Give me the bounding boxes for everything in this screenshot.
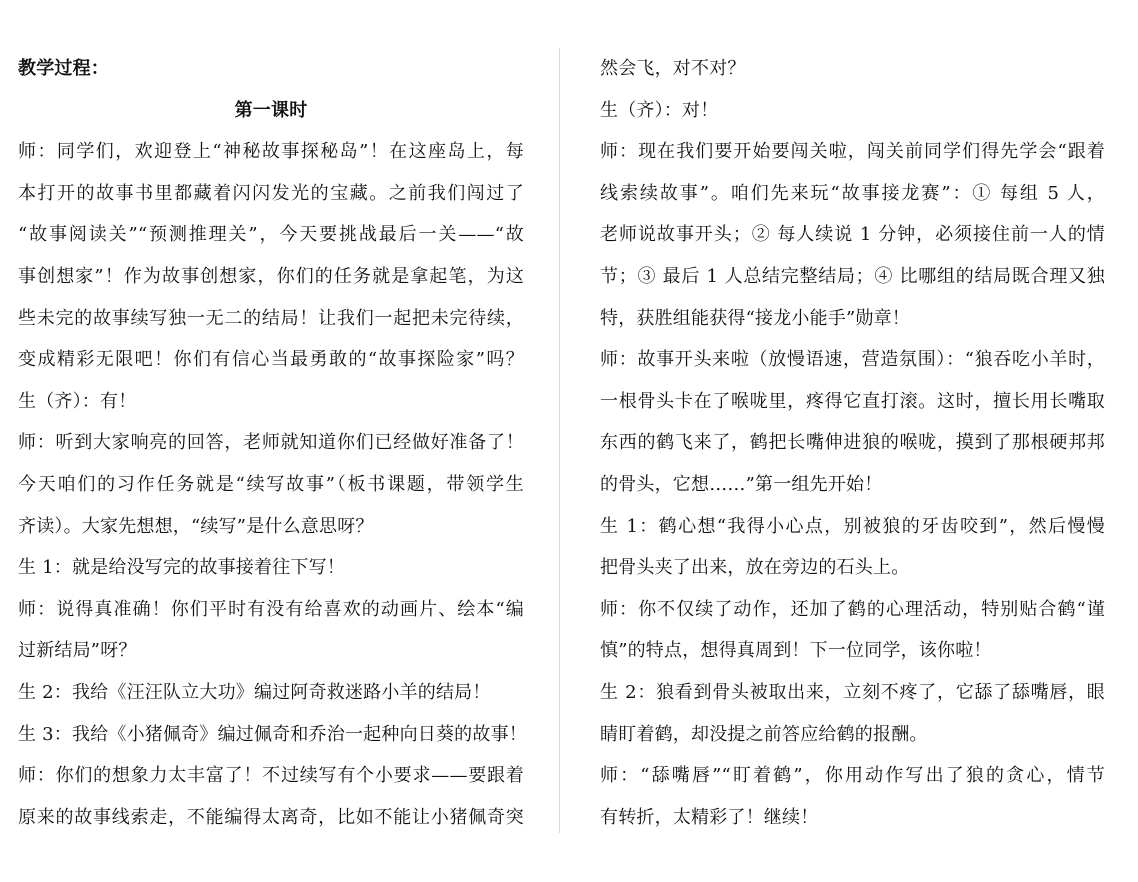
column-divider <box>559 48 560 833</box>
text-line: 变成精彩无限吧！你们有信心当最勇敢的“故事探险家”吗？ <box>18 349 524 371</box>
text-line: 生（齐）：对！ <box>600 99 719 121</box>
text-line: 齐读）。大家先想想，“续写”是什么意思呀？ <box>18 515 374 537</box>
text-line: 师：“舔嘴唇”“盯着鹤”，你用动作写出了狼的贪心，情节 <box>600 765 1105 787</box>
left-column <box>18 48 527 838</box>
text-line: 节；③ 最后 1 人总结完整结局；④ 比哪组的结局既合理又独 <box>600 265 1105 287</box>
text-line: 生 2：我给《汪汪队立大功》编过阿奇救迷路小羊的结局！ <box>18 681 491 703</box>
text-line: 然会飞，对不对？ <box>600 58 746 79</box>
text-line: 今天咱们的习作任务就是“续写故事”（板书课题，带领学生 <box>18 473 524 495</box>
lesson-title: 第一课时 <box>234 99 308 121</box>
text-line: 生 2：狼看到骨头被取出来，立刻不疼了，它舔了舔嘴唇，眼 <box>600 681 1105 703</box>
text-line: 生 1：就是给没写完的故事接着往下写！ <box>18 557 345 579</box>
section-heading: 教学过程： <box>18 58 109 79</box>
text-line: 线索续故事”。咱们先来玩“故事接龙赛”：① 每组 5 人， <box>600 182 1105 204</box>
text-line: 师：听到大家响亮的回答，老师就知道你们已经做好准备了！ <box>18 432 524 454</box>
text-line: 慎”的特点，想得真周到！下一位同学，该你啦！ <box>600 640 992 662</box>
text-line: 生（齐）：有！ <box>18 390 137 412</box>
text-line: 特，获胜组能获得“接龙小能手”勋章！ <box>600 307 911 329</box>
text-line: 些未完的故事续写独一无二的结局！让我们一起把未完待续， <box>18 307 524 329</box>
text-line: 师：现在我们要开始要闯关啦，闯关前同学们得先学会“跟着 <box>600 141 1105 163</box>
text-line: 把骨头夹了出来，放在旁边的石头上。 <box>600 557 910 579</box>
text-line: 老师说故事开头；② 每人续说 1 分钟，必须接住前一人的情 <box>600 224 1105 246</box>
text-line: 的骨头，它想……”第一组先开始！ <box>600 473 883 495</box>
right-column <box>600 48 1105 838</box>
text-line: 生 3：我给《小猪佩奇》编过佩奇和乔治一起种向日葵的故事！ <box>18 723 527 745</box>
text-line: 师：说得真准确！你们平时有没有给喜欢的动画片、绘本“编 <box>18 598 524 620</box>
text-line: 本打开的故事书里都藏着闪闪发光的宝藏。之前我们闯过了 <box>18 182 524 204</box>
text-line: 师：你不仅续了动作，还加了鹤的心理活动，特别贴合鹤“谨 <box>600 598 1105 620</box>
text-line: 师：你们的想象力太丰富了！不过续写有个小要求——要跟着 <box>18 765 524 787</box>
text-line: 有转折，太精彩了！继续！ <box>600 806 819 828</box>
text-line: 过新结局”呀？ <box>18 640 137 662</box>
text-line: 一根骨头卡在了喉咙里，疼得它直打滚。这时，擅长用长嘴取 <box>600 390 1105 412</box>
text-line: 师：同学们，欢迎登上“神秘故事探秘岛”！在这座岛上，每 <box>18 141 524 163</box>
text-line: 师：故事开头来啦（放慢语速，营造氛围）：“狼吞吃小羊时， <box>600 349 1105 371</box>
text-line: 睛盯着鹤，却没提之前答应给鹤的报酬。 <box>600 723 928 745</box>
text-line: 原来的故事线索走，不能编得太离奇，比如不能让小猪佩奇突 <box>18 806 524 828</box>
text-line: 事创想家”！作为故事创想家，你们的任务就是拿起笔，为这 <box>18 265 524 287</box>
text-line: 生 1：鹤心想“我得小心点，别被狼的牙齿咬到”，然后慢慢 <box>600 515 1105 537</box>
text-line: 东西的鹤飞来了，鹤把长嘴伸进狼的喉咙，摸到了那根硬邦邦 <box>600 432 1105 454</box>
text-line: “故事阅读关”“预测推理关”，今天要挑战最后一关——“故 <box>18 224 524 246</box>
